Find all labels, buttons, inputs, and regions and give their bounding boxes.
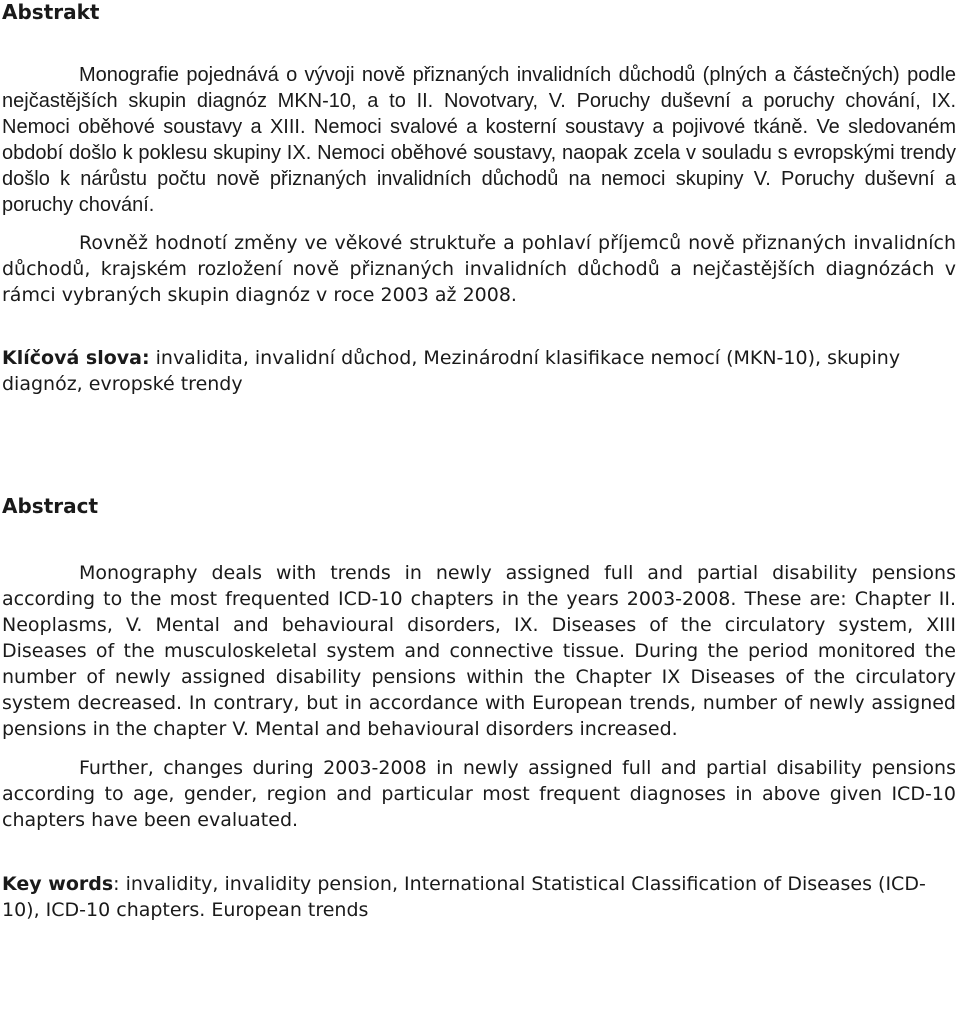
document-page bbox=[2, 0, 956, 923]
keywords-en bbox=[2, 871, 956, 923]
abstrakt-paragraph-1: Monografie pojednává o vývoji nově přiznaných invalidních důchodů (plných a částečných) podle nejčastějších skupin diagnóz MKN-10, a to II. Novotvary, V. Poruchy duševní a poruchy chování, IX. Nemoci oběhové soustavy a XIII. Nemoci svalové a kosterní soustavy a pojivové tkáně. Ve sledovaném období došlo k poklesu skupiny IX. Nemoci oběhové soustavy, naopak zcela v souladu s evropskými trendy došlo k nárůstu počtu nově přiznaných invalidních důchodů na nemoci skupiny V. Poruchy duševní a poruchy chování. bbox=[2, 64, 956, 216]
keywords-en-label: Key words bbox=[2, 873, 114, 895]
keywords-cz bbox=[2, 345, 956, 397]
abstract-paragraph-2: Further, changes during 2003-2008 in newly assigned full and partial disability pensions according to age, gender, region and particular most frequent diagnoses in above given ICD-10 chapters have been evaluated. bbox=[2, 757, 956, 831]
keywords-cz-text: invalidita, invalidní důchod, Mezinárodní klasifikace nemocí (MKN-10), skupiny diagnóz, evropské trendy bbox=[2, 347, 901, 395]
heading-abstrakt: Abstrakt bbox=[2, 0, 100, 24]
keywords-en-text: : invalidity, invalidity pension, International Statistical Classification of Diseases (ICD-10), ICD-10 chapters. European trends bbox=[2, 873, 926, 921]
heading-abstract: Abstract bbox=[2, 494, 99, 518]
abstract-paragraph-1: Monography deals with trends in newly assigned full and partial disability pensions according to the most frequented ICD-10 chapters in the years 2003-2008. These are: Chapter II. Neoplasms, V. Mental and behavioural disorders, IX. Diseases of the circulatory system, XIII Diseases of the musculoskeletal system and connective tissue. During the period monitored the number of newly assigned disability pensions within the Chapter IX Diseases of the circulatory system decreased. In contrary, but in accordance with European trends, number of newly assigned pensions in the chapter V. Mental and behavioural disorders increased. bbox=[2, 562, 956, 740]
abstrakt-paragraph-2: Rovněž hodnotí změny ve věkové struktuře a pohlaví příjemců nově přiznaných invalidních důchodů, krajském rozložení nově přiznaných invalidních důchodů a nejčastějších diagnózách v rámci vybraných skupin diagnóz v roce 2003 až 2008. bbox=[2, 232, 956, 306]
keywords-cz-label: Klíčová slova: bbox=[2, 347, 150, 369]
